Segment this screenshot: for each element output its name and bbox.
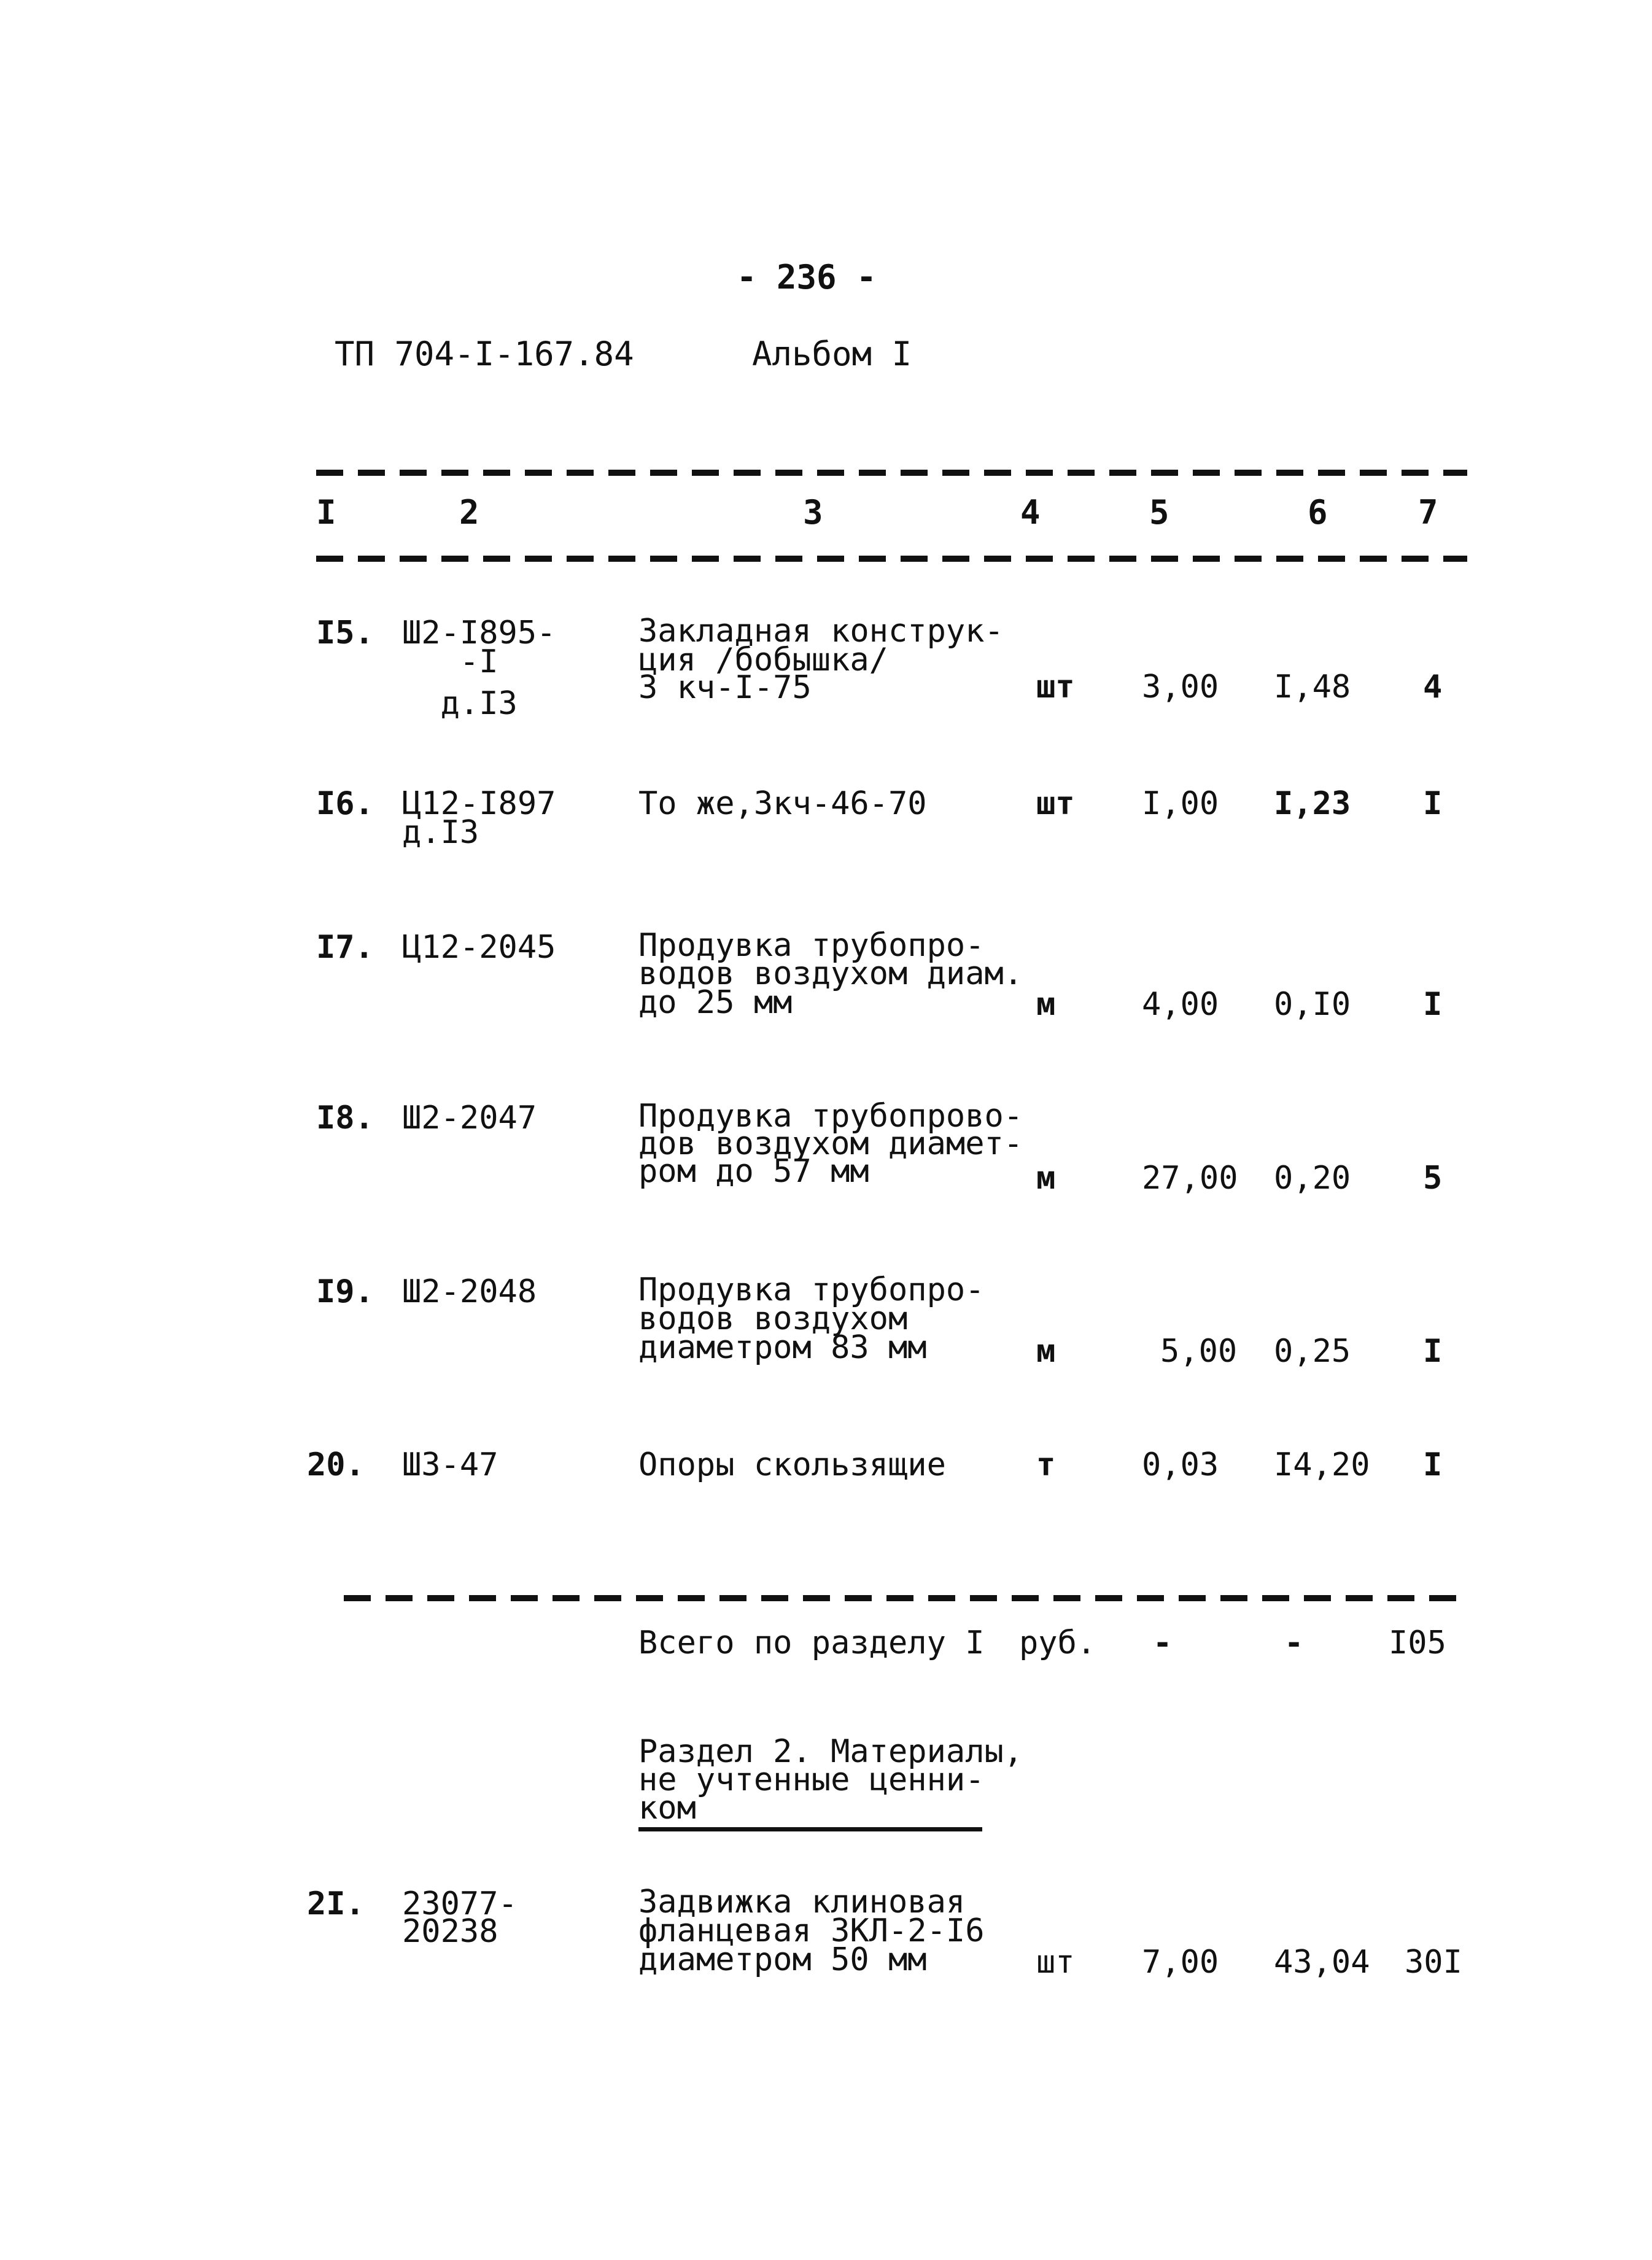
row-number: 2I.	[307, 1885, 365, 1922]
row-total: I	[1423, 986, 1443, 1023]
row-code-line: -I	[402, 643, 498, 680]
row-description-line: ция /бобышка/	[638, 642, 888, 678]
row-description-line: 3 кч-I-75	[638, 669, 812, 706]
section-2-underline	[638, 1827, 982, 1831]
column-header-4: 4	[1020, 493, 1041, 532]
section-total-rule	[344, 1595, 1467, 1601]
row-price: 0,20	[1274, 1160, 1351, 1197]
document-code: ТП 704-I-167.84	[335, 335, 634, 373]
row-price: 43,04	[1274, 1944, 1370, 1981]
row-total: 4	[1423, 669, 1443, 705]
row-unit: м	[1036, 1160, 1056, 1197]
column-header-3: 3	[803, 493, 823, 532]
row-code-line: Ц12-I897	[402, 785, 556, 822]
column-header-5: 5	[1149, 493, 1169, 532]
row-description-line: Задвижка клиновая	[638, 1884, 966, 1920]
row-description-line: Закладная конструк-	[638, 613, 1004, 650]
row-number: I5.	[316, 615, 374, 651]
row-price: 0,25	[1274, 1333, 1351, 1370]
column-header-6: 6	[1308, 493, 1328, 532]
section-2-title-line: Раздел 2. Материалы,	[638, 1733, 1023, 1770]
row-quantity: 4,00	[1142, 986, 1219, 1023]
row-code-line: Ц12-2045	[402, 929, 556, 966]
row-quantity: 7,00	[1142, 1944, 1219, 1981]
row-price: I,23	[1274, 785, 1351, 822]
section-total-unit: руб.	[1019, 1625, 1096, 1661]
row-number: I8.	[316, 1100, 374, 1136]
header-bottom-rule	[316, 556, 1467, 562]
row-description-line: Продувка трубопро-	[638, 927, 985, 964]
row-quantity: 3,00	[1142, 669, 1219, 705]
row-total: I	[1423, 1333, 1443, 1370]
row-code-line: 23077-	[402, 1885, 518, 1922]
row-unit: т	[1036, 1446, 1056, 1483]
row-number: I6.	[316, 785, 374, 822]
section-2-title-line: не учтенные ценни-	[638, 1761, 985, 1798]
section-total-label: Всего по разделу I	[638, 1625, 985, 1661]
row-description-line: до 25 мм	[638, 984, 793, 1021]
row-price: 0,I0	[1274, 986, 1351, 1023]
row-number: 20.	[307, 1446, 365, 1483]
row-description-line: То же,3кч-46-70	[638, 785, 927, 822]
row-code-line: д.I3	[402, 685, 518, 722]
row-total: I	[1423, 785, 1443, 822]
row-description-line: водов воздухом диам.	[638, 955, 1023, 992]
row-quantity: 0,03	[1142, 1446, 1219, 1483]
row-total: 5	[1423, 1160, 1443, 1197]
row-code-line: Ш2-2048	[402, 1273, 537, 1310]
row-quantity: 5,00	[1160, 1333, 1238, 1370]
row-description-line: Продувка трубопрово-	[638, 1098, 1023, 1135]
row-unit: м	[1036, 1333, 1056, 1370]
row-quantity: I,00	[1142, 785, 1219, 822]
row-code-line: Ш2-2047	[402, 1100, 537, 1136]
row-description-line: дов воздухом диамет-	[638, 1125, 1023, 1162]
row-unit: шт	[1036, 669, 1075, 705]
column-header-1: I	[316, 493, 336, 532]
row-description-line: Опоры скользящие	[638, 1446, 946, 1483]
row-number: I7.	[316, 929, 374, 966]
row-price: I,48	[1274, 669, 1351, 705]
row-description-line: диаметром 83 мм	[638, 1329, 927, 1366]
row-description-line: ром до 57 мм	[638, 1153, 869, 1190]
row-description-line: водов воздухом	[638, 1300, 908, 1337]
row-code-line: Ш2-I895-	[402, 615, 556, 651]
section-total-quantity: -	[1153, 1625, 1173, 1661]
page-number: - 236 -	[737, 258, 877, 297]
column-header-2: 2	[459, 493, 479, 532]
row-description-line: диаметром 50 мм	[638, 1941, 927, 1978]
row-code-line: д.I3	[402, 814, 479, 851]
column-header-7: 7	[1418, 493, 1438, 532]
row-description-line: фланцевая 3КЛ-2-I6	[638, 1912, 985, 1949]
album-label: Альбом I	[752, 335, 912, 373]
row-number: I9.	[316, 1273, 374, 1310]
row-total: 30I	[1405, 1944, 1462, 1981]
row-quantity: 27,00	[1142, 1160, 1238, 1197]
row-code-line: Ш3-47	[402, 1446, 498, 1483]
row-unit: м	[1036, 986, 1056, 1023]
section-2-title-line: ком	[638, 1790, 696, 1827]
section-total-amount: I05	[1389, 1625, 1446, 1661]
header-top-rule	[316, 470, 1467, 476]
section-total-price: -	[1284, 1625, 1304, 1661]
row-unit: шт	[1036, 785, 1075, 822]
row-total: I	[1423, 1446, 1443, 1483]
row-description-line: Продувка трубопро-	[638, 1272, 985, 1308]
row-unit: шт	[1036, 1944, 1075, 1981]
row-code-line: 20238	[402, 1913, 498, 1950]
row-price: I4,20	[1274, 1446, 1370, 1483]
